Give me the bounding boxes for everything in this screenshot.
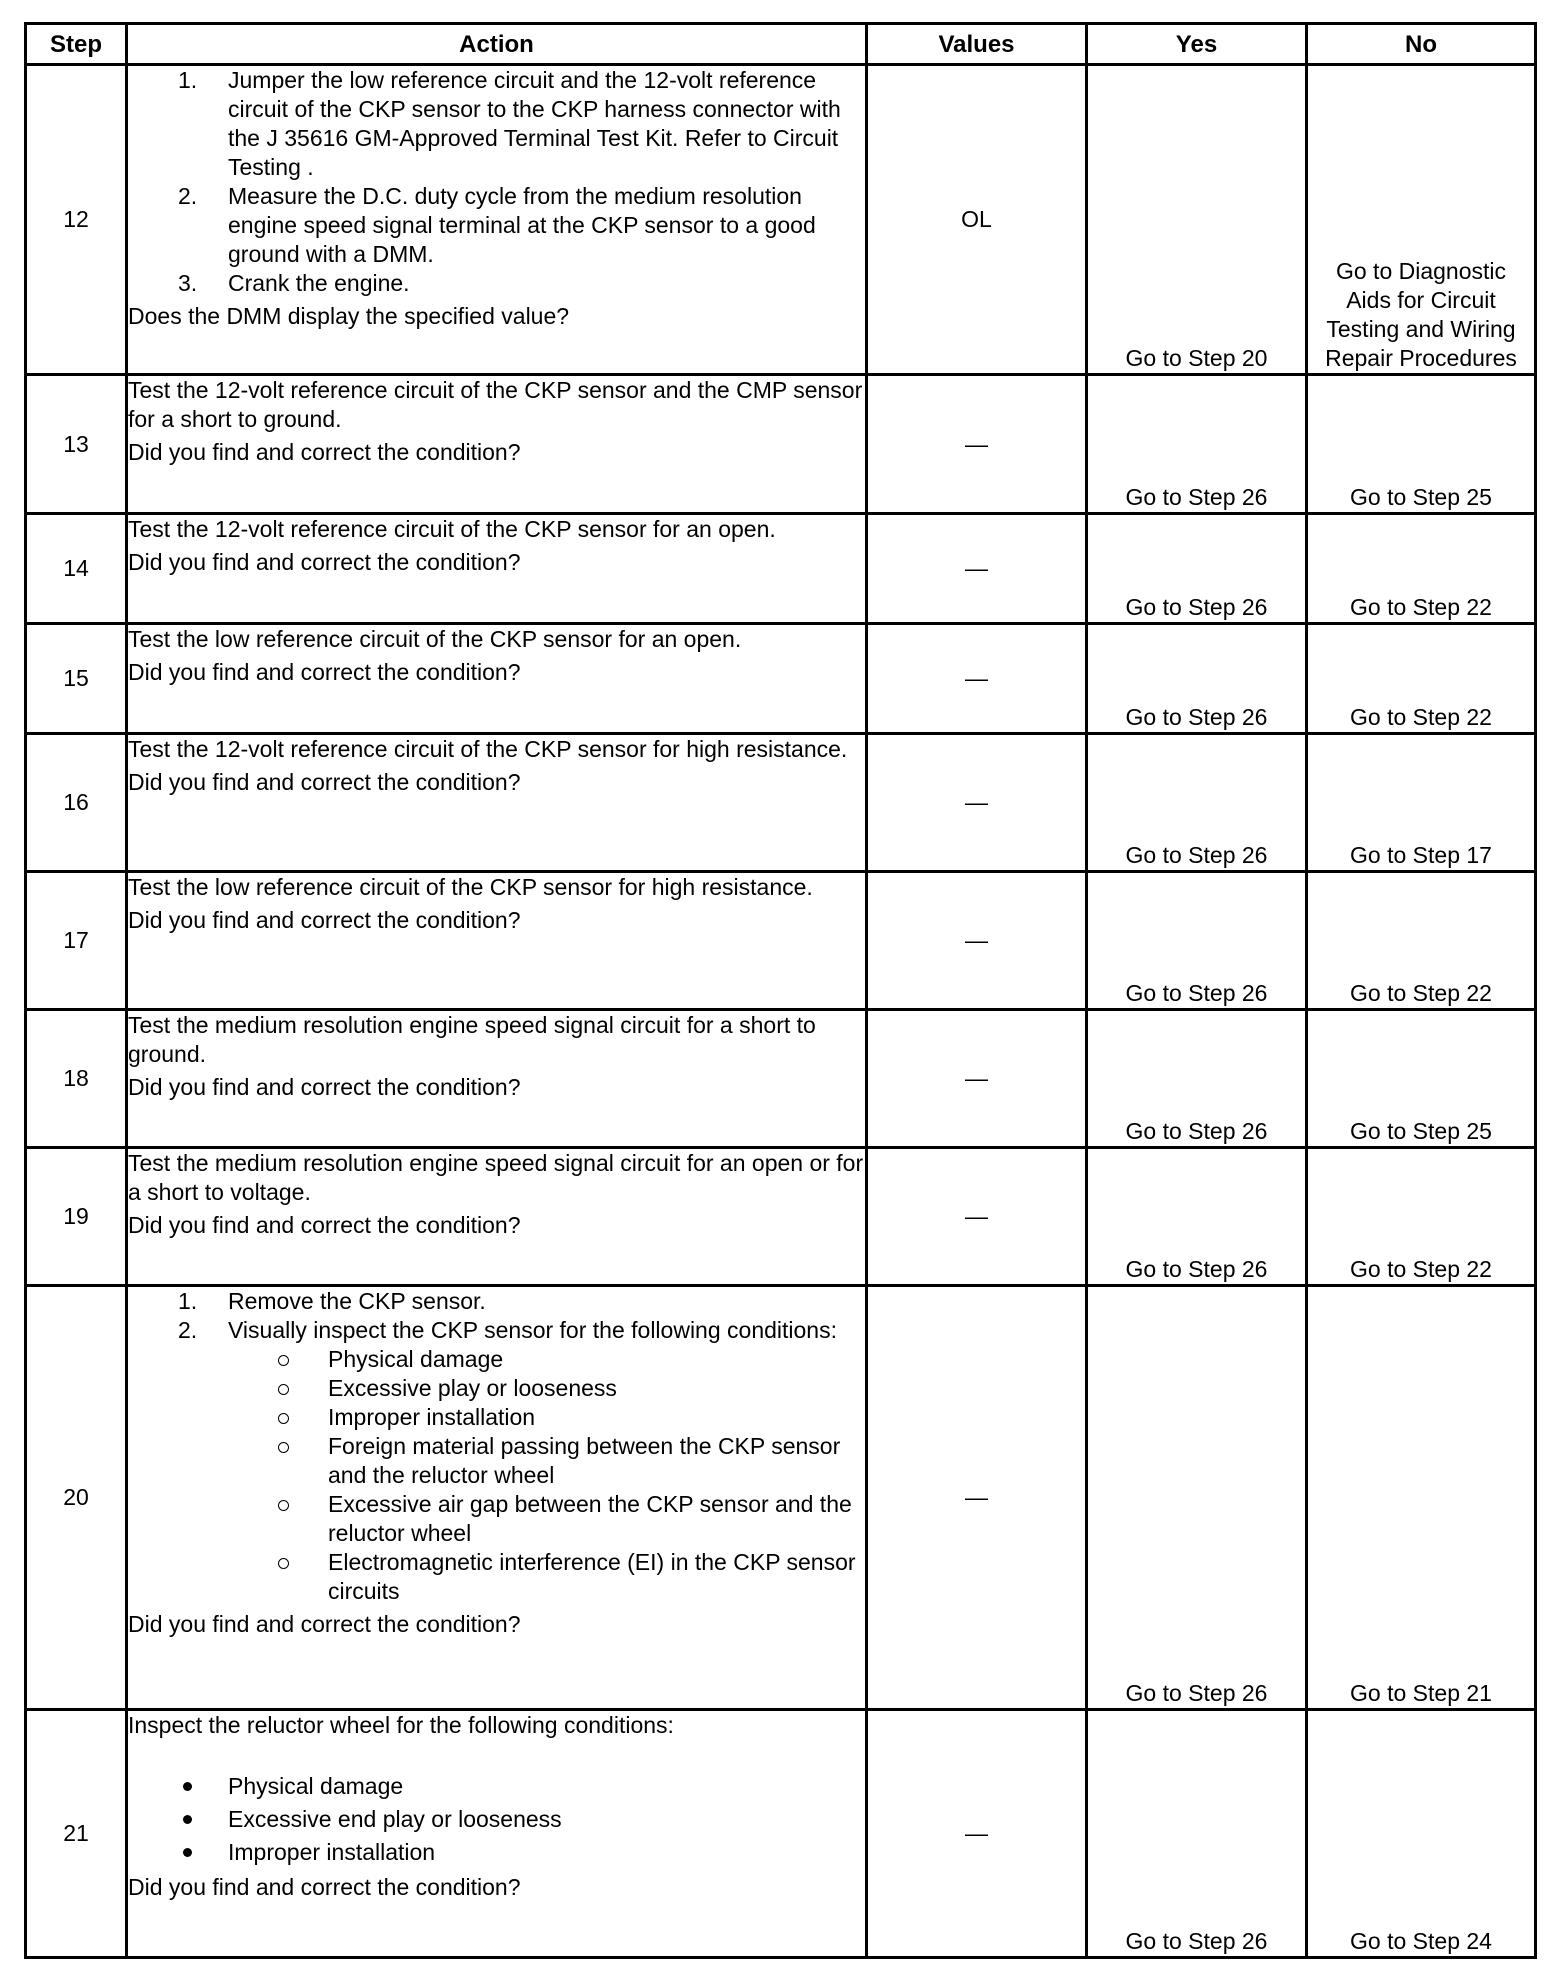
bullet-item: Improper installation <box>128 1836 865 1869</box>
action-question: Did you find and correct the condition? <box>128 1611 521 1637</box>
no-cell: Go to Step 24 <box>1307 1710 1536 1958</box>
table-row <box>26 1148 1536 1286</box>
action-cell <box>127 1148 867 1286</box>
yes-cell: Go to Step 26 <box>1087 1148 1307 1286</box>
action-question: Does the DMM display the specified value? <box>128 303 570 329</box>
bullet-icon <box>183 1782 192 1791</box>
action-text: Test the 12-volt reference circuit of the CKP sensor for high resistance. <box>128 736 848 762</box>
step-number: 14 <box>26 514 127 624</box>
action-step: 3. Crank the engine. <box>178 270 410 296</box>
table-row <box>26 65 1536 375</box>
action-text: Test the low reference circuit of the CKP sensor for high resistance. <box>128 874 813 900</box>
condition-list <box>128 1345 865 1606</box>
header-row <box>26 24 1536 65</box>
action-cell <box>127 1010 867 1148</box>
value-cell: — <box>867 872 1087 1010</box>
action-steps <box>128 1287 865 1345</box>
circle-bullet-icon <box>278 1558 289 1569</box>
no-cell: Go to Step 22 <box>1307 514 1536 624</box>
value-cell: — <box>867 514 1087 624</box>
value-cell: — <box>867 1286 1087 1710</box>
action-text: Test the 12-volt reference circuit of the CKP sensor and the CMP sensor for a short to ground. <box>128 377 863 432</box>
yes-cell: Go to Step 26 <box>1087 872 1307 1010</box>
action-question: Did you find and correct the condition? <box>128 1874 521 1900</box>
action-cell <box>127 734 867 872</box>
header-step: Step <box>26 24 127 65</box>
no-cell-text: Go to Diagnostic Aids for Circuit Testing and Wiring Repair Procedures <box>1325 258 1517 371</box>
condition-item: Excessive play or looseness <box>128 1374 865 1403</box>
condition-item: Improper installation <box>128 1403 865 1432</box>
table-row <box>26 624 1536 734</box>
action-text: Test the low reference circuit of the CKP sensor for an open. <box>128 626 742 652</box>
circle-bullet-icon <box>278 1500 289 1511</box>
step-number: 12 <box>26 65 127 375</box>
value-cell: — <box>867 375 1087 514</box>
step-number: 17 <box>26 872 127 1010</box>
action-text: Test the medium resolution engine speed signal circuit for an open or for a short to voltage. <box>128 1150 864 1205</box>
condition-item: Physical damage <box>128 1345 865 1374</box>
value-cell: — <box>867 1148 1087 1286</box>
action-step: 2. Measure the D.C. duty cycle from the medium resolution engine speed signal terminal at the CKP sensor to a good ground with a DMM. <box>178 183 816 267</box>
circle-bullet-icon <box>278 1355 289 1366</box>
table-row <box>26 872 1536 1010</box>
action-cell <box>127 1710 867 1958</box>
no-cell: Go to Step 22 <box>1307 1148 1536 1286</box>
no-cell: Go to Step 22 <box>1307 624 1536 734</box>
table-row <box>26 1010 1536 1148</box>
step-number: 19 <box>26 1148 127 1286</box>
action-cell <box>127 872 867 1010</box>
yes-cell: Go to Step 26 <box>1087 514 1307 624</box>
yes-cell: Go to Step 26 <box>1087 624 1307 734</box>
yes-cell: Go to Step 26 <box>1087 375 1307 514</box>
no-cell: Go to Step 22 <box>1307 872 1536 1010</box>
bullet-icon <box>183 1848 192 1857</box>
step-number: 21 <box>26 1710 127 1958</box>
no-cell: Go to Step 25 <box>1307 375 1536 514</box>
no-cell: Go to Step 17 <box>1307 734 1536 872</box>
condition-item: Excessive air gap between the CKP sensor and the reluctor wheel <box>128 1490 865 1548</box>
action-cell <box>127 624 867 734</box>
action-step: 1. Remove the CKP sensor. <box>178 1288 486 1314</box>
circle-bullet-icon <box>278 1442 289 1453</box>
action-step: 2. Visually inspect the CKP sensor for the following conditions: <box>178 1317 837 1343</box>
table-row <box>26 375 1536 514</box>
table-row <box>26 1710 1536 1958</box>
value-cell: — <box>867 624 1087 734</box>
action-question: Did you find and correct the condition? <box>128 659 521 685</box>
value-cell: — <box>867 734 1087 872</box>
yes-cell: Go to Step 26 <box>1087 734 1307 872</box>
yes-cell: Go to Step 20 <box>1087 65 1307 375</box>
step-number: 18 <box>26 1010 127 1148</box>
action-cell <box>127 514 867 624</box>
value-cell: — <box>867 1010 1087 1148</box>
action-question: Did you find and correct the condition? <box>128 1212 521 1238</box>
header-no: No <box>1307 24 1536 65</box>
step-number: 16 <box>26 734 127 872</box>
no-cell <box>1307 65 1536 375</box>
yes-cell: Go to Step 26 <box>1087 1286 1307 1710</box>
table-row <box>26 734 1536 872</box>
step-number: 13 <box>26 375 127 514</box>
action-question: Did you find and correct the condition? <box>128 1074 521 1100</box>
bullet-item: Excessive end play or looseness <box>128 1803 865 1836</box>
circle-bullet-icon <box>278 1413 289 1424</box>
circle-bullet-icon <box>278 1384 289 1395</box>
header-values: Values <box>867 24 1087 65</box>
no-cell: Go to Step 21 <box>1307 1286 1536 1710</box>
bullet-list <box>128 1770 865 1869</box>
action-text: Test the 12-volt reference circuit of the CKP sensor for an open. <box>128 516 776 542</box>
action-steps <box>128 66 865 298</box>
yes-cell: Go to Step 26 <box>1087 1010 1307 1148</box>
bullet-item: Physical damage <box>128 1770 865 1803</box>
value-cell: — <box>867 1710 1087 1958</box>
value-cell: OL <box>867 65 1087 375</box>
bullet-icon <box>183 1815 192 1824</box>
no-cell: Go to Step 25 <box>1307 1010 1536 1148</box>
action-question: Did you find and correct the condition? <box>128 769 521 795</box>
step-number: 15 <box>26 624 127 734</box>
header-action: Action <box>127 24 867 65</box>
action-cell <box>127 65 867 375</box>
action-cell <box>127 375 867 514</box>
action-question: Did you find and correct the condition? <box>128 549 521 575</box>
table-row <box>26 1286 1536 1710</box>
step-number: 20 <box>26 1286 127 1710</box>
action-question: Did you find and correct the condition? <box>128 907 521 933</box>
condition-item: Electromagnetic interference (EI) in the CKP sensor circuits <box>128 1548 865 1606</box>
action-question: Did you find and correct the condition? <box>128 439 521 465</box>
action-cell <box>127 1286 867 1710</box>
table-row <box>26 514 1536 624</box>
action-text: Inspect the reluctor wheel for the following conditions: <box>128 1712 674 1738</box>
diagnostic-table <box>24 22 1537 1959</box>
condition-item: Foreign material passing between the CKP sensor and the reluctor wheel <box>128 1432 865 1490</box>
action-text: Test the medium resolution engine speed signal circuit for a short to ground. <box>128 1012 816 1067</box>
yes-cell: Go to Step 26 <box>1087 1710 1307 1958</box>
action-step: 1. Jumper the low reference circuit and the 12-volt reference circuit of the CKP sensor to the CKP harness connector with the J 35616 GM-Approved Terminal Test Kit. Refer to Circuit Testing . <box>178 67 841 180</box>
header-yes: Yes <box>1087 24 1307 65</box>
